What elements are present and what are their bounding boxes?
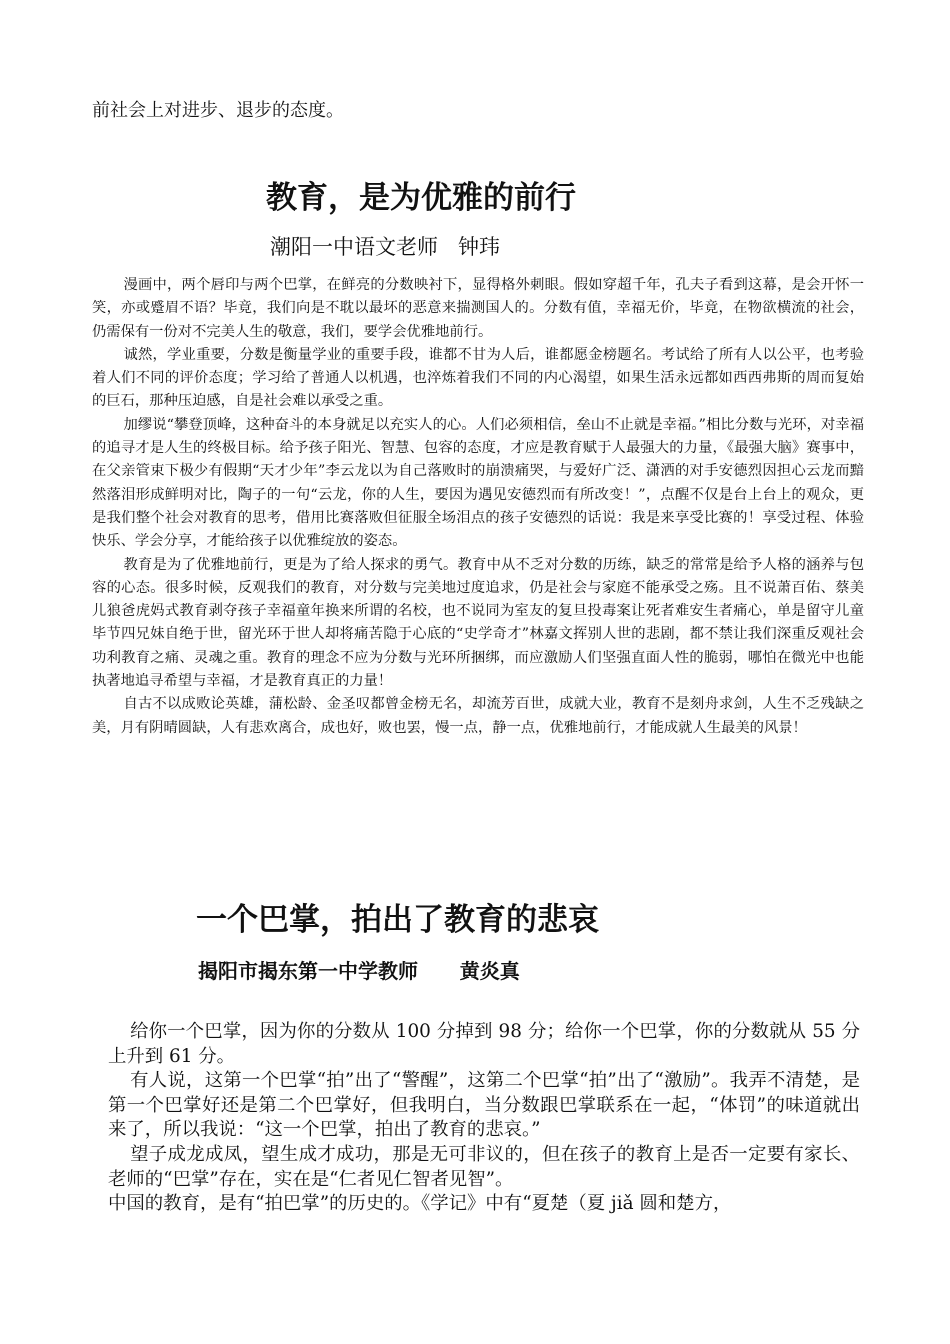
article-1-paragraph: 自古不以成败论英雄，蒲松龄、金圣叹都曾金榜无名，却流芳百世，成就大业，教育不是刻舟求剑，人生不乏残缺之美，月有阴晴圆缺，人有悲欢离合，成也好，败也罢，慢一点，静一点，优雅地前行，才能成就人生最美的风景！ bbox=[92, 696, 864, 736]
article-1-author: 潮阳一中语文老师 钟玮 bbox=[270, 235, 501, 259]
article-1-paragraph: 加缪说“攀登顶峰，这种奋斗的本身就足以充实人的心。人们必须相信，垒山不止就是幸福。”相比分数与光环，对幸福的追寻才是人生的终极目标。给予孩子阳光、智慧、包容的态度，才应是教育赋于人最强大的力量，《最强大脑》赛事中，在父亲管束下极少有假期“天才少年”李云龙以为自己落败时的崩溃痛哭，与爱好广泛、潇洒的对手安德烈因担心云龙而黯然落泪形成鲜明对比，陶子的一句“云龙，你的人生，要因为遇见安德烈而有所改变！”，点醒不仅是台上台上的观众，更是我们整个社会对教育的思考，借用比赛落败但征服全场泪点的孩子安德烈的话说：我是来享受比赛的！享受过程、体验快乐、学会分享，才能给孩子以优雅绽放的姿态。 bbox=[92, 416, 864, 550]
article-1-paragraph: 诚然，学业重要，分数是衡量学业的重要手段，谁都不甘为人后，谁都愿金榜题名。考试给了所有人以公平，也考验着人们不同的评价态度；学习给了普通人以机遇，也淬炼着我们不同的内心渴望，如果生活永远都如西西弗斯的周而复始的巨石，那种压迫感，自是社会难以承受之重。 bbox=[92, 346, 864, 410]
article-2-paragraph: 望子成龙成凤，望生成才成功，那是无可非议的，但在孩子的教育上是否一定要有家长、老师的“巴掌”存在，实在是“仁者见仁智者见智”。 bbox=[108, 1143, 860, 1190]
article-1-paragraph: 教育是为了优雅地前行，更是为了给人探求的勇气。教育中从不乏对分数的历练，缺乏的常常是给予人格的涵养与包容的心态。很多时候，反观我们的教育，对分数与完美地过度追求，仍是社会与家庭不能承受之殇。且不说萧百佑、蔡美儿狼爸虎妈式教育剥夺孩子幸福童年换来所谓的名校，也不说同为室友的复旦投毒案让死者难安生者痛心，单是留守儿童毕节四兄妹自绝于世，留光环于世人却将痛苦隐于心底的“史学奇才”林嘉文挥别人世的悲剧，都不禁让我们深重反观社会功利教育之痛、灵魂之重。教育的理念不应为分数与光环所捆绑，而应激励人们坚强直面人性的脆弱，哪怕在微光中也能执著地追寻希望与幸福，才是教育真正的力量！ bbox=[92, 556, 864, 690]
article-1-paragraph: 漫画中，两个唇印与两个巴掌，在鲜亮的分数映衬下，显得格外刺眼。假如穿超千年，孔夫子看到这幕，是会开怀一笑，亦或蹙眉不语？毕竟，我们向是不耽以最坏的恶意来揣测国人的。分数有值，幸福无价，毕竟，在物欲横流的社会，仍需保有一份对不完美人生的敬意，我们，要学会优雅地前行。 bbox=[92, 277, 864, 340]
article-2-title: 一个巴掌，拍出了教育的悲哀 bbox=[196, 902, 599, 938]
article-1-body bbox=[92, 274, 864, 740]
article-2-paragraph: 有人说，这第一个巴掌“拍”出了“警醒”，这第二个巴掌“拍”出了“激励”。我弄不清楚，是第一个巴掌好还是第二个巴掌好，但我明白，当分数跟巴掌联系在一起，“体罚”的味道就出来了，所以我说：“这一个巴掌，拍出了教育的悲哀。” bbox=[108, 1070, 860, 1141]
article-2-author: 揭阳市揭东第一中学教师 黄炎真 bbox=[198, 959, 520, 983]
article-2-body bbox=[108, 1020, 860, 1217]
continued-text-line: 前社会上对进步、退步的态度。 bbox=[92, 100, 344, 121]
article-2-paragraph: 给你一个巴掌，因为你的分数从 100 分掉到 98 分；给你一个巴掌，你的分数就从 55 分上升到 61 分。 bbox=[108, 1021, 860, 1067]
article-2-paragraph: 中国的教育，是有“拍巴掌”的历史的。《学记》中有“夏楚（夏 jiǎ 圆和楚方， bbox=[108, 1193, 732, 1215]
article-1-title: 教育，是为优雅的前行 bbox=[266, 180, 576, 216]
